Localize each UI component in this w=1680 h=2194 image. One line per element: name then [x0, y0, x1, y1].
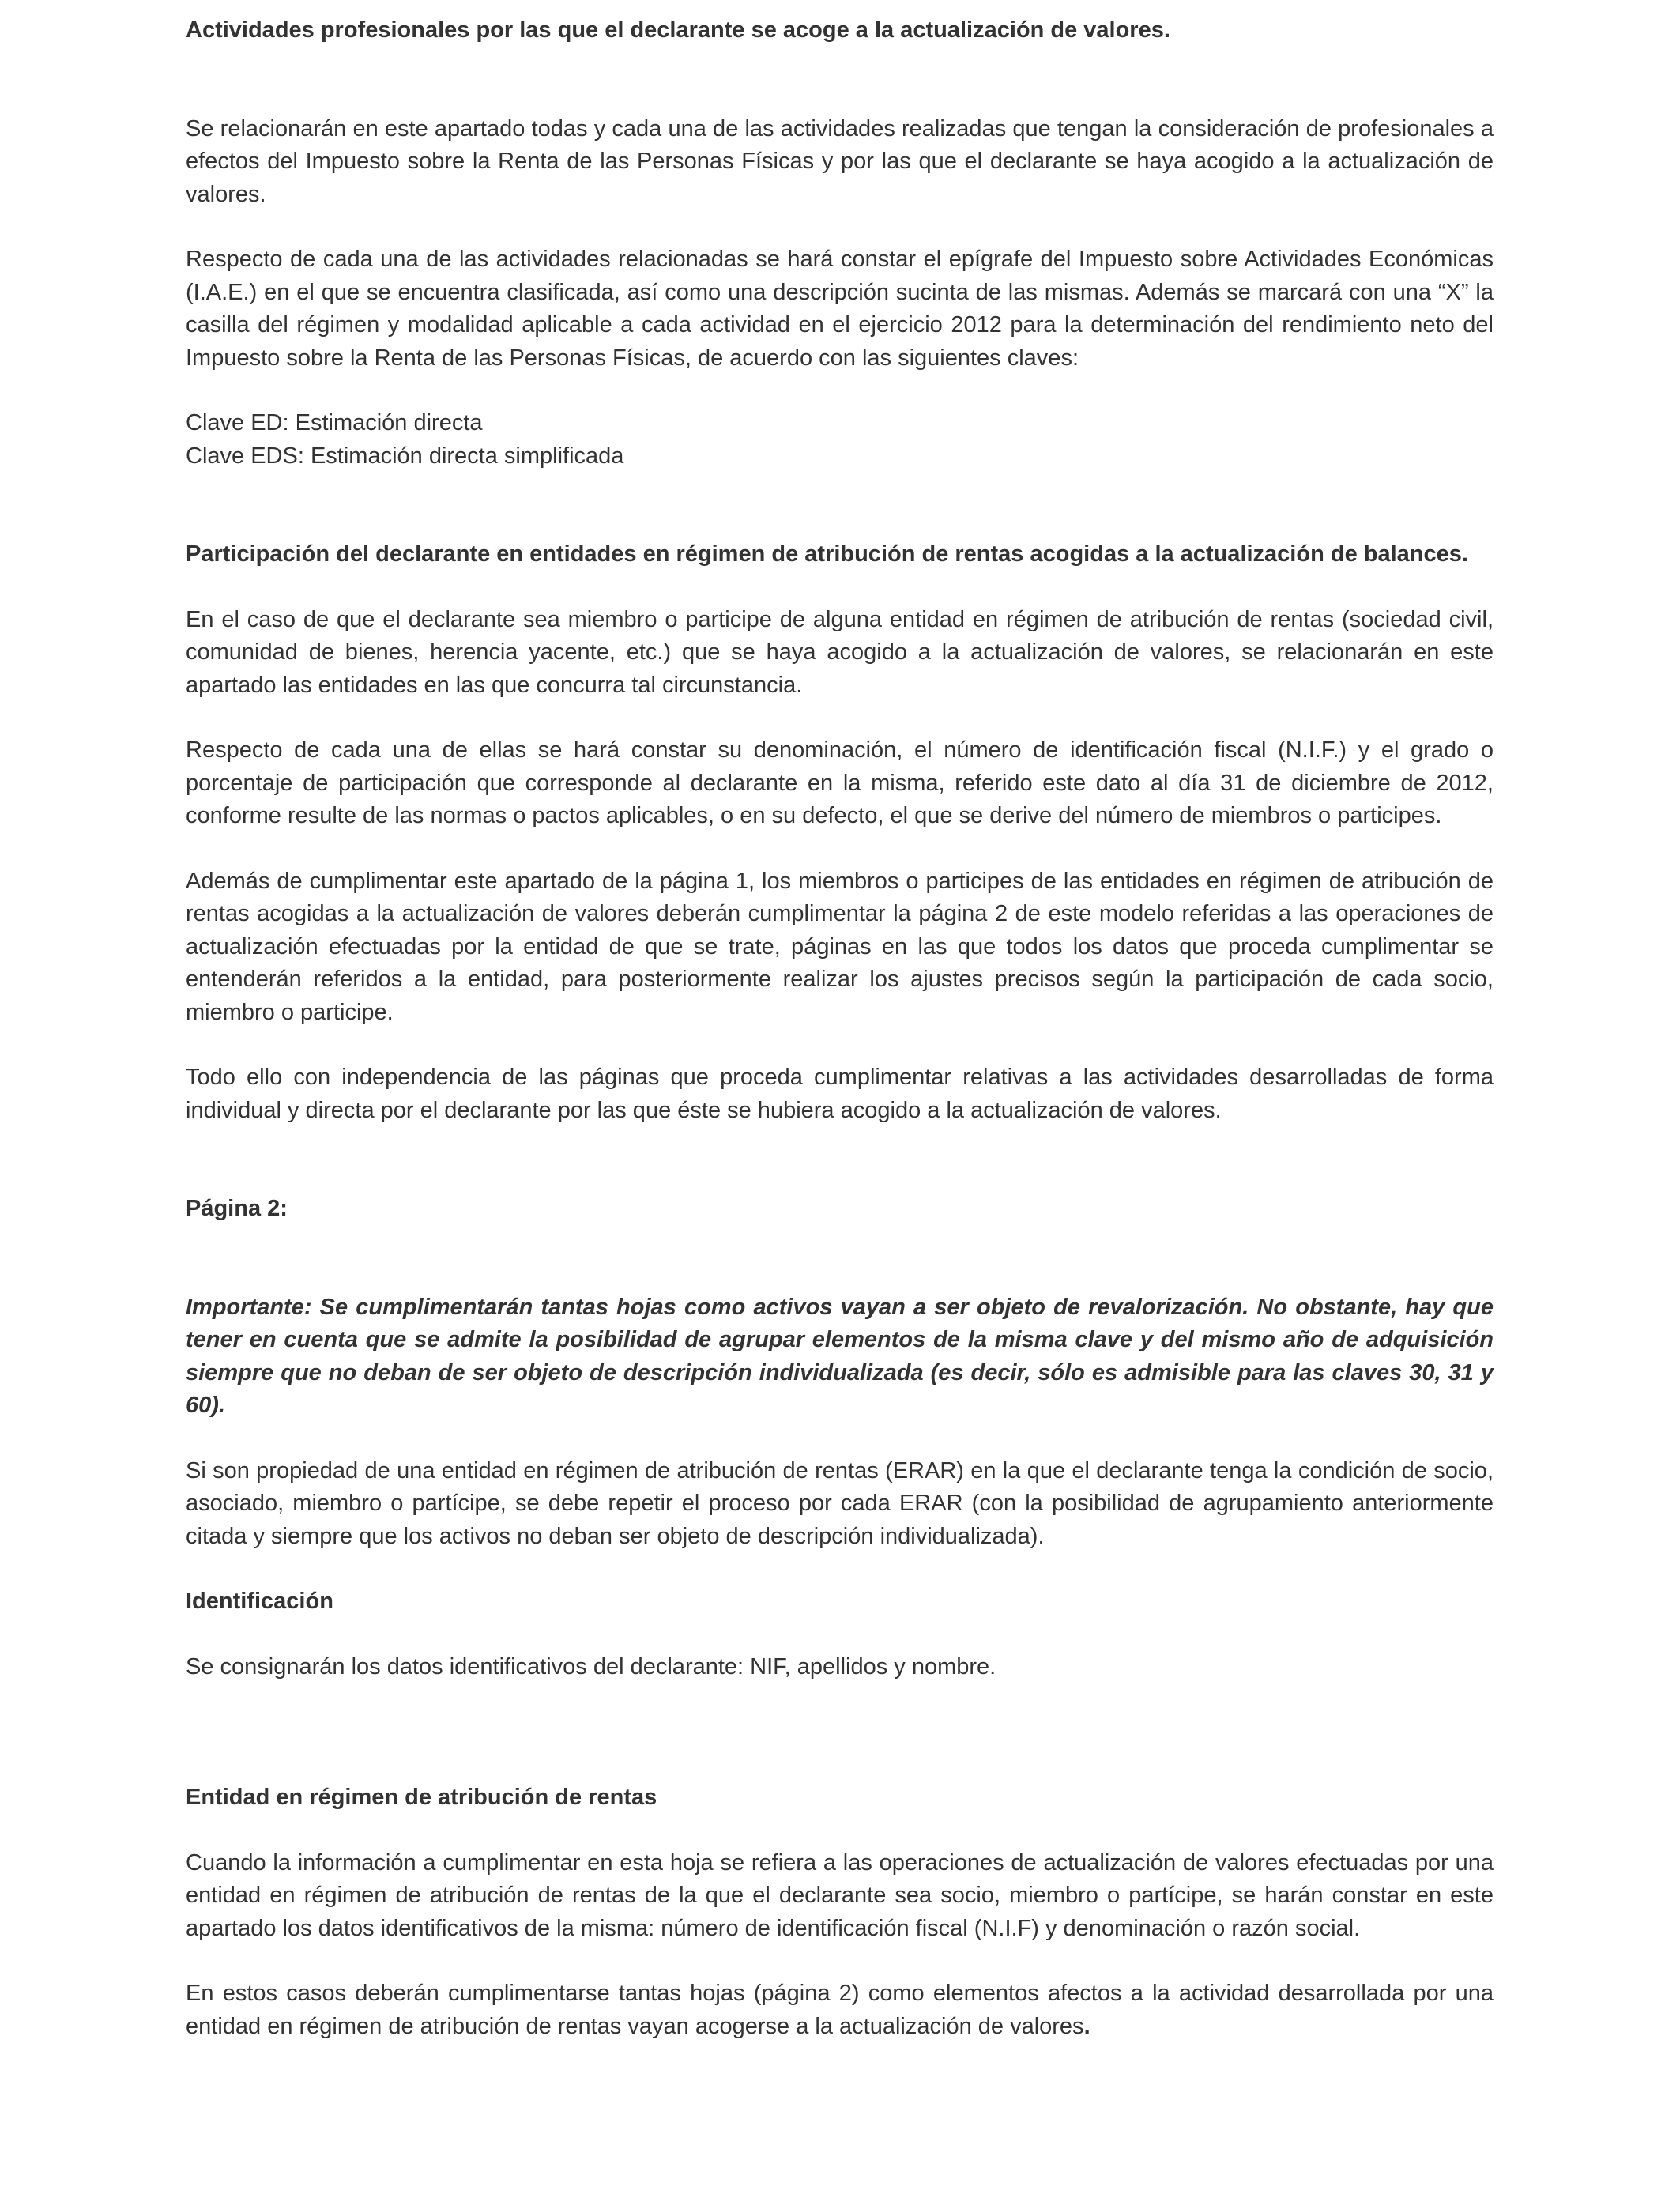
document-page [186, 14, 1494, 2043]
paragraph-relacionaran: Se relacionarán en este apartado todas y cada una de las actividades realizadas que tengan la consideración de profesionales a efectos del Impuesto sobre la Renta de las Personas Físicas y por las que el declarante se haya acogido a la actualización de valores. [186, 115, 1494, 207]
paragraph-caso-miembro: En el caso de que el declarante sea miembro o participe de alguna entidad en régimen de atribución de rentas (sociedad civil, comunidad de bienes, herencia yacente, etc.) que se haya acogido a la actualización de valores, se relacionarán en este apartado las entidades en las que concurra tal circunstancia. [186, 606, 1494, 698]
paragraph-estos-casos-text: En estos casos deberán cumplimentarse tantas hojas (página 2) como elementos afectos a la actividad desarrollada por una entidad en régimen de atribución de rentas vayan acogerse a la actualización de valores [186, 1981, 1494, 2039]
paragraph-si-son: Si son propiedad de una entidad en régimen de atribución de rentas (ERAR) en la que el declarante tenga la condición de socio, asociado, miembro o partícipe, se debe repetir el proceso por cada ERAR (con la posibilidad de agrupamiento anteriormente citada y siempre que los activos no deban ser objeto de descripción individualizada). [186, 1457, 1494, 1549]
clave-ed: Clave ED: Estimación directa [186, 410, 483, 435]
paragraph-respecto-actividades: Respecto de cada una de las actividades relacionadas se hará constar el epígrafe del Impuesto sobre Actividades Económicas (I.A.E.) en el que se encuentra clasificada, así como una descripción sucinta de las mismas. Además se marcará con una “X” la casilla del régimen y modalidad aplicable a cada actividad en el ejercicio 2012 para la determinación del rendimiento neto del Impuesto sobre la Renta de las Personas Físicas, de acuerdo con las siguientes claves: [186, 247, 1494, 371]
heading-identificacion: Identificación [186, 1589, 333, 1614]
paragraph-estos-casos [186, 1977, 1494, 2043]
paragraph-todo-ello: Todo ello con independencia de las páginas que proceda cumplimentar relativas a las actividades desarrolladas de forma individual y directa por el declarante por las que éste se hubiera acogido a la actualización de valores. [186, 1065, 1494, 1123]
heading-participacion: Participación del declarante en entidades en régimen de atribución de rentas acogidas a la actualización de balances. [186, 541, 1468, 567]
paragraph-cuando: Cuando la información a cumplimentar en esta hoja se refiera a las operaciones de actualización de valores efectuadas por una entidad en régimen de atribución de rentas de la que el declarante sea socio, miembro o partícipe, se harán constar en este apartado los datos identificativos de la misma: número de identificación fiscal (N.I.F) y denominación o razón social. [186, 1849, 1494, 1941]
paragraph-importante: Importante: Se cumplimentarán tantas hojas como activos vayan a ser objeto de revalorización. No obstante, hay que tener en cuenta que se admite la posibilidad de agrupar elementos de la misma clave y del mismo año de adquisición siempre que no deban de ser objeto de descripción individualizada (es decir, sólo es admisible para las claves 30, 31 y 60). [186, 1294, 1494, 1418]
paragraph-consignaran: Se consignarán los datos identificativos del declarante: NIF, apellidos y nombre. [186, 1653, 996, 1679]
heading-entidad-regimen: Entidad en régimen de atribución de rentas [186, 1785, 657, 1810]
clave-eds: Clave EDS: Estimación directa simplificada [186, 443, 624, 469]
paragraph-estos-casos-period: . [1083, 2013, 1090, 2039]
paragraph-ademas-cumplimentar: Además de cumplimentar este apartado de la página 1, los miembros o participes de las entidades en régimen de atribución de rentas acogidas a la actualización de valores deberán cumplimentar la página 2 de este modelo referidas a las operaciones de actualización efectuadas por la entidad de que se trate, páginas en las que todos los datos que proceda cumplimentar se entenderán referidos a la entidad, para posteriormente realizar los ajustes precisos según la participación de cada socio, miembro o participe. [186, 868, 1494, 1025]
heading-pagina-2: Página 2: [186, 1196, 288, 1221]
heading-actividades-profesionales: Actividades profesionales por las que el declarante se acoge a la actualización de valores. [186, 17, 1170, 43]
paragraph-respecto-ellas: Respecto de cada una de ellas se hará constar su denominación, el número de identificación fiscal (N.I.F.) y el grado o porcentaje de participación que corresponde al declarante en la misma, referido este dato al día 31 de diciembre de 2012, conforme resulte de las normas o pactos aplicables, o en su defecto, el que se derive del número de miembros o participes. [186, 737, 1494, 828]
